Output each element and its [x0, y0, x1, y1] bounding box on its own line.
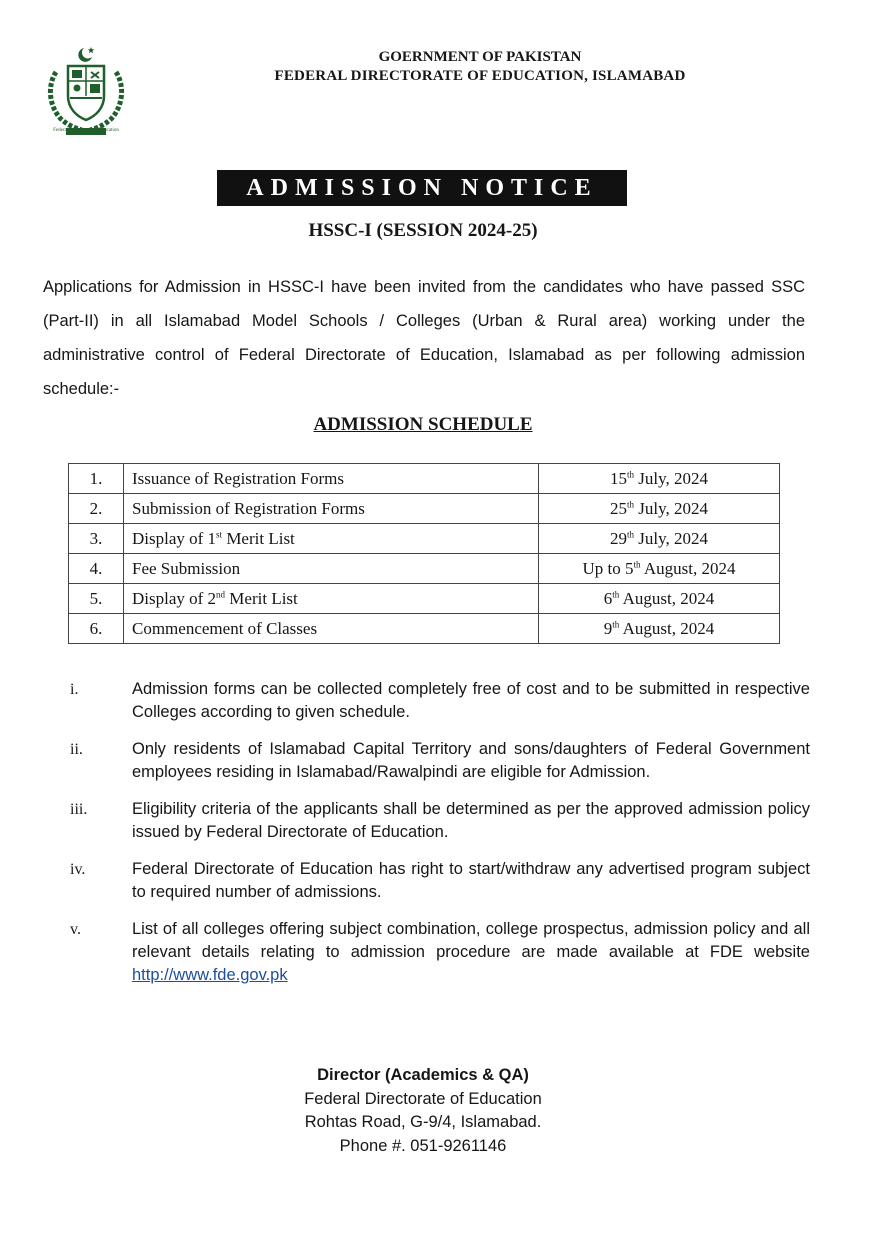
note-number: i.	[70, 681, 79, 698]
schedule-event: Display of 1st Merit List	[124, 524, 539, 554]
note-text: Only residents of Islamabad Capital Territory and sons/daughters of Federal Government employees residing in Islamabad/Rawalpindi are eligible for Admission.	[132, 740, 810, 781]
schedule-heading: ADMISSION SCHEDULE	[313, 414, 533, 435]
list-item	[70, 798, 810, 844]
government-name: GOERNMENT OF PAKISTAN	[378, 49, 582, 65]
intro-paragraph: Applications for Admission in HSSC-I have been invited from the candidates who have passed SSC (Part-II) in all Islamabad Model Schools / Colleges (Urban & Rural area) working under the administrative control of Federal Directorate of Education, Islamabad as per following admission schedule:-	[43, 278, 805, 398]
table-row	[69, 494, 780, 524]
table-row	[69, 614, 780, 644]
letterhead	[140, 48, 820, 86]
note-text-block	[132, 798, 810, 844]
note-text: Eligibility criteria of the applicants shall be determined as per the approved admission policy issued by Federal Directorate of Education.	[132, 800, 810, 841]
note-number: ii.	[70, 741, 83, 758]
schedule-date: 15th July, 2024	[539, 464, 780, 494]
schedule-event: Submission of Registration Forms	[124, 494, 539, 524]
list-item	[70, 858, 810, 904]
table-row	[69, 524, 780, 554]
schedule-event: Fee Submission	[124, 554, 539, 584]
table-row	[69, 464, 780, 494]
session-title: HSSC-I (SESSION 2024-25)	[308, 220, 538, 241]
admission-schedule-table	[68, 463, 780, 644]
note-number: iii.	[70, 801, 88, 818]
signatory-office: Federal Directorate of Education	[304, 1089, 542, 1108]
schedule-number: 2.	[69, 494, 124, 524]
schedule-number: 5.	[69, 584, 124, 614]
note-number: v.	[70, 921, 81, 938]
list-item	[70, 918, 810, 987]
directorate-name: FEDERAL DIRECTORATE OF EDUCATION, ISLAMABAD	[274, 68, 686, 84]
schedule-number: 6.	[69, 614, 124, 644]
table-row	[69, 554, 780, 584]
schedule-date: Up to 5th August, 2024	[539, 554, 780, 584]
schedule-number: 1.	[69, 464, 124, 494]
notes-list	[70, 678, 810, 1001]
emblem-caption: Federal Directorate of Education	[53, 128, 119, 133]
signatory-phone: Phone #. 051-9261146	[339, 1136, 507, 1155]
schedule-number: 4.	[69, 554, 124, 584]
note-text-block	[132, 918, 810, 987]
list-item	[70, 678, 810, 724]
note-text-block	[132, 678, 810, 724]
note-text: List of all colleges offering subject combination, college prospectus, admission policy and all relevant details relating to admission procedure are made available at FDE website	[132, 920, 810, 961]
note-text-block	[132, 858, 810, 904]
table-row	[69, 584, 780, 614]
notice-title: ADMISSION NOTICE	[217, 170, 627, 206]
schedule-event: Commencement of Classes	[124, 614, 539, 644]
schedule-event: Issuance of Registration Forms	[124, 464, 539, 494]
note-text: Admission forms can be collected completely free of cost and to be submitted in respective Colleges according to given schedule.	[132, 680, 810, 721]
government-emblem-icon	[44, 44, 128, 140]
note-text: Federal Directorate of Education has right to start/withdraw any advertised program subject to required number of admissions.	[132, 860, 810, 901]
schedule-number: 3.	[69, 524, 124, 554]
schedule-date: 29th July, 2024	[539, 524, 780, 554]
signatory-designation: Director (Academics & QA)	[317, 1066, 529, 1084]
fde-website-link[interactable]: http://www.fde.gov.pk	[132, 966, 288, 984]
schedule-event: Display of 2nd Merit List	[124, 584, 539, 614]
schedule-date: 25th July, 2024	[539, 494, 780, 524]
note-text-block	[132, 738, 810, 784]
schedule-date: 9th August, 2024	[539, 614, 780, 644]
note-number: iv.	[70, 861, 86, 878]
schedule-date: 6th August, 2024	[539, 584, 780, 614]
signature-block	[0, 1064, 846, 1158]
list-item	[70, 738, 810, 784]
signatory-address: Rohtas Road, G-9/4, Islamabad.	[304, 1113, 542, 1131]
